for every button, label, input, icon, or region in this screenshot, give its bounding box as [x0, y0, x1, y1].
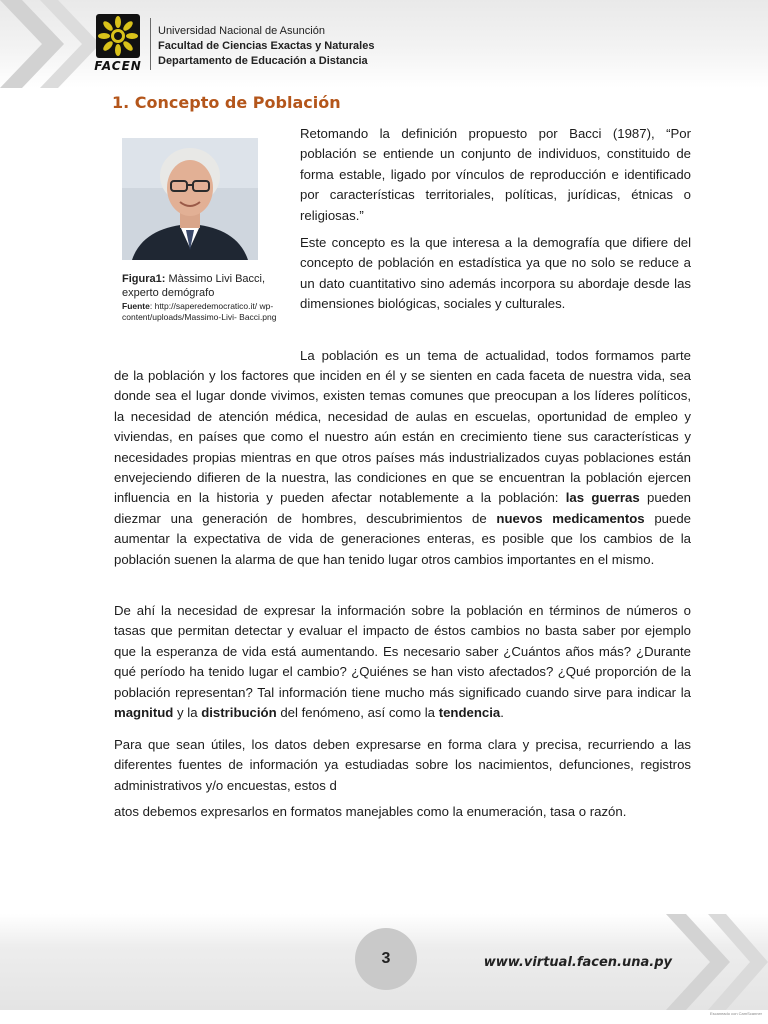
paragraph-topic: [114, 366, 691, 570]
paragraph-information-d: .: [500, 705, 504, 721]
source-label: Fuente: [122, 301, 150, 311]
bold-tendencia: tendencia: [438, 705, 501, 721]
paragraph-topic-b: pueden diezmar una generación de hombres, descubrimientos de: [114, 490, 691, 526]
header-divider: [150, 18, 151, 70]
page-footer: [0, 914, 768, 1010]
facen-logo: [92, 14, 144, 74]
faculty-name: Facultad de Ciencias Exactas y Naturales: [158, 40, 375, 52]
figure-label: Figura1:: [122, 273, 166, 285]
portrait-photo: [122, 138, 258, 260]
figure-caption: [122, 272, 278, 323]
page-header: [0, 0, 768, 88]
page-number: 3: [355, 928, 417, 990]
paragraph-data-sources: Para que sean útiles, los datos deben expresarse en forma clara y precisa, recurriendo a las diferentes fuentes de información ya estudiadas sobre los nacimientos, defunciones, registros administrativos y/o encuestas, estos d: [114, 737, 691, 793]
sunflower-icon: [96, 14, 140, 58]
bold-nuevos-medicamentos: nuevos medicamentos: [496, 510, 645, 526]
university-name: Universidad Nacional de Asunción: [158, 25, 325, 37]
paragraph-information-a: De ahí la necesidad de expresar la información sobre la población en términos de números o tasas que permitan detectar y evaluar el impacto de éstos cambios no basta saber por ejemplo que la esperanza de vida está aumentando. Es necesario saber ¿Cuántos años más? ¿Durante qué período ha tenido lugar el cambio? ¿Quiénes se han visto afectados? ¿Qué proporción de la población representan? Tal información tiene mucho más significado cuando sirve para indicar la: [114, 603, 691, 700]
figure-caption-text: [122, 272, 278, 300]
person-portrait-icon: [122, 138, 258, 260]
section-title: 1. Concepto de Población: [112, 93, 341, 112]
paragraph-definition: Retomando la definición propuesto por Bacci (1987), “Por población se entiende un conjunto de individuos, constituido de forma estable, ligado por vínculos de reproducción e identificado por características territoriales, políticas, jurídicas, étnicas o religiosas.”: [300, 126, 691, 223]
department-name: Departamento de Educación a Distancia: [158, 55, 368, 67]
logo-text: FACEN: [94, 59, 142, 73]
figure-source: [122, 301, 278, 323]
bold-las-guerras: las guerras: [565, 490, 640, 506]
figure-description: Màssimo Livi Bacci, experto demógrafo: [122, 273, 266, 299]
scanner-note: Escaneado con CamScanner: [709, 1011, 762, 1016]
institution-block: [158, 24, 374, 69]
paragraph-topic-first-line: La población es un tema de actualidad, todos formamos parte: [300, 348, 691, 363]
bold-distribucion: distribución: [201, 705, 277, 721]
paragraph-formats: atos debemos expresarlos en formatos manejables como la enumeración, tasa o razón.: [114, 804, 627, 819]
bold-magnitud: magnitud: [114, 705, 174, 721]
paragraph-concept: Este concepto es la que interesa a la demografía que difiere del concepto de población en estadística ya que no solo se reduce a un dato cuantitativo sino además incorpora su abordaje desde las dimensiones biológicas, sociales y culturales.: [300, 235, 691, 312]
footer-chevron-decoration: [658, 914, 768, 1010]
website-url: www.virtual.facen.una.py: [483, 955, 672, 970]
paragraph-topic-a: de la población y los factores que inciden en él y se sienten en cada faceta de nuestra vida, sea donde sea el lugar donde vivimos, existen temas comunes que preocupan a los líderes políticos, la necesidad de atención médica, necesidad de aulas en escuelas, oportunidad de empleo y viviendas, en países que como el nuestro aún están en crecimiento tiene sus características y necesidades propias mientras en que otros países más industrializados cuyas poblaciones están envejeciendo difieren de la nuestra, las condiciones en que se encuentran la población ejercen influencia en la historia y pueden afectar notablemente a la población:: [114, 368, 691, 506]
paragraph-information-c: del fenómeno, así como la: [276, 705, 439, 721]
paragraph-information-b: y la: [173, 705, 202, 721]
paragraph-information-need: [114, 601, 691, 723]
paragraph-topic-c: puede aumentar la expectativa de vida de generaciones enteras, es posible que los cambios de la población suenen la alarma de que han tenido lugar otros cambios importantes en el mismo.: [114, 510, 691, 567]
source-url: : http://saperedemocratico.it/ wp- content/uploads/Massimo-Livi- Bacci.png: [122, 301, 277, 322]
